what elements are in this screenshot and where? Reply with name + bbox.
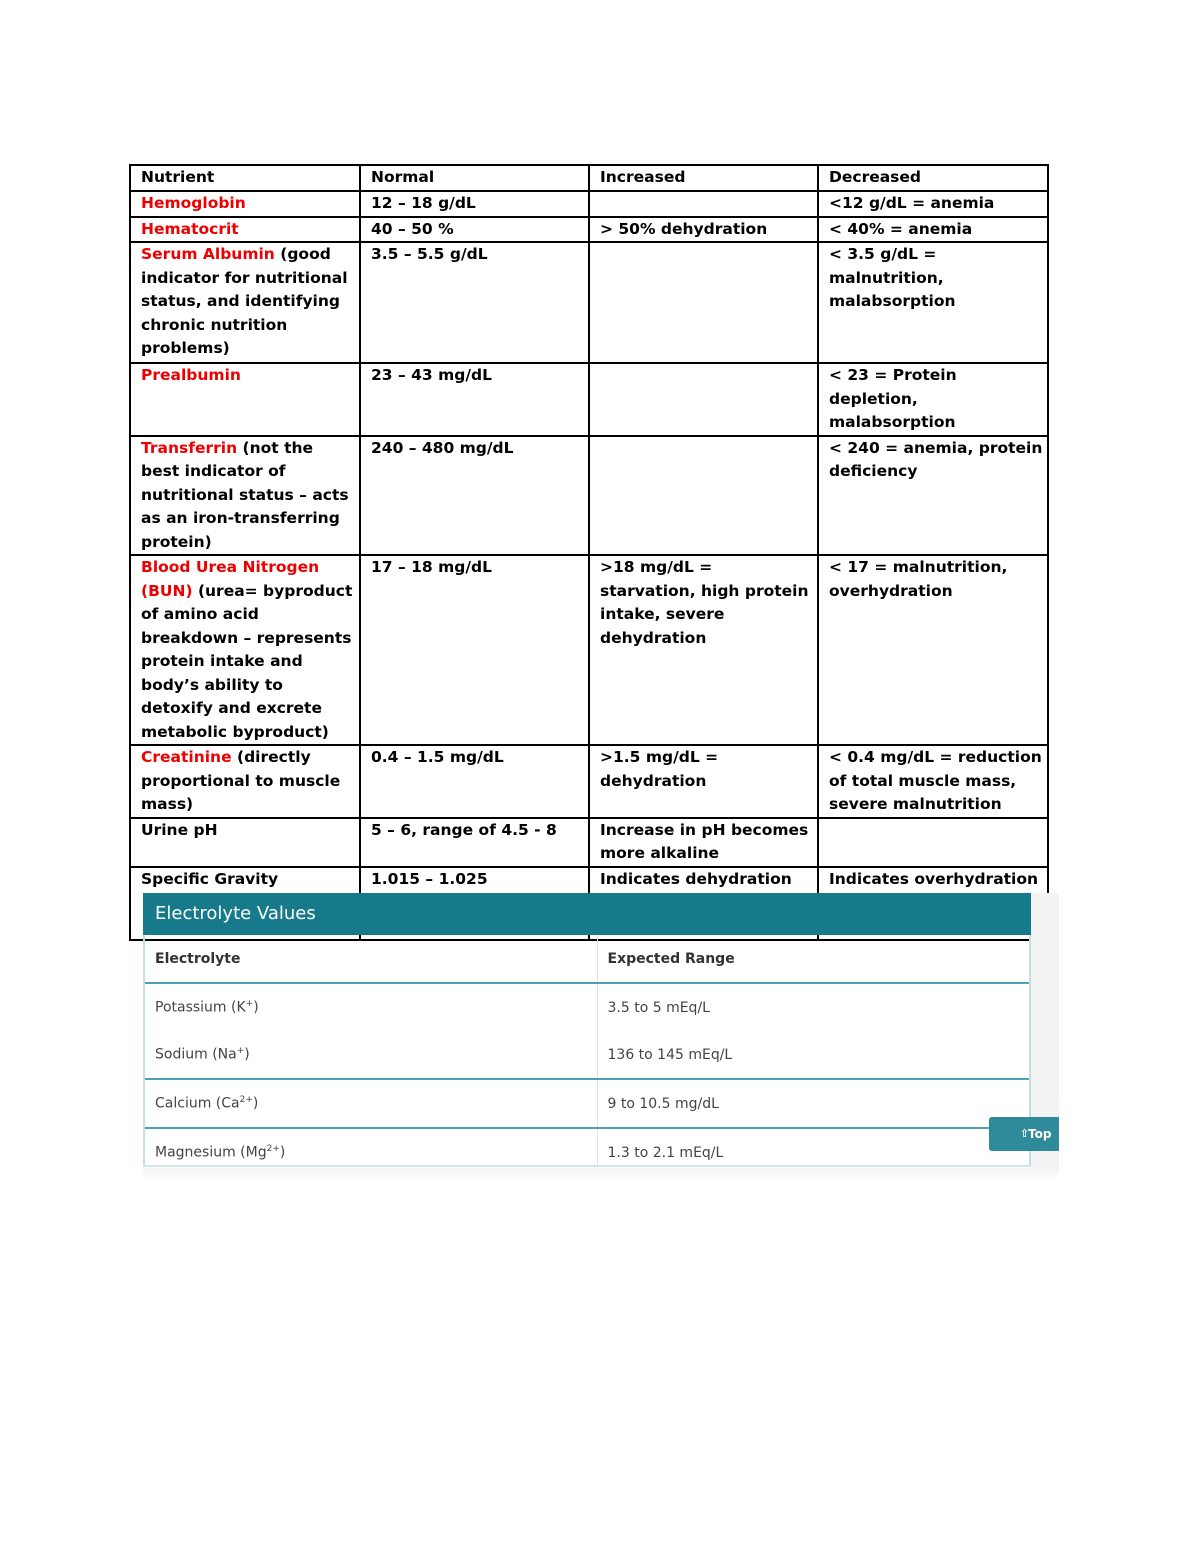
normal-cell: 1.015 – 1.025	[360, 867, 589, 940]
arrow-up-circle-icon: ⇧	[1020, 1127, 1030, 1140]
electrolyte-label: Sodium (Na	[155, 1046, 237, 1063]
nutrient-cell	[130, 217, 360, 243]
paren-close: )	[279, 1144, 286, 1161]
normal-cell: 12 – 18 g/dL	[360, 191, 589, 217]
table-row	[145, 1079, 1029, 1128]
nutrient-cell	[130, 363, 360, 436]
paren-close: )	[252, 1095, 259, 1112]
electrolyte-range: 3.5 to 5 mEq/L	[597, 983, 1029, 1031]
nutrient-note: (not the best indicator of nutritional status – acts as an iron-transferring protein)	[141, 438, 349, 551]
header-increased: Increased	[589, 165, 818, 191]
table-row	[130, 818, 1048, 867]
electrolyte-panel-title: Electrolyte Values	[143, 893, 1031, 935]
normal-cell: 5 – 6, range of 4.5 - 8	[360, 818, 589, 867]
electrolyte-label: Magnesium (Mg	[155, 1144, 267, 1161]
electrolyte-name	[145, 1079, 597, 1128]
electrolyte-range: 136 to 145 mEq/L	[597, 1031, 1029, 1079]
increased-cell: >18 mg/dL = starvation, high protein intake, severe dehydration	[589, 555, 818, 745]
back-to-top-label: Top	[1028, 1127, 1052, 1141]
header-nutrient: Nutrient	[130, 165, 360, 191]
electrolyte-range: 9 to 10.5 mg/dL	[597, 1079, 1029, 1128]
nutrient-cell	[130, 555, 360, 745]
nutrient-cell	[130, 436, 360, 556]
decreased-cell: < 17 = malnutrition, overhydration	[818, 555, 1048, 745]
decreased-cell: < 40% = anemia	[818, 217, 1048, 243]
normal-cell: 23 – 43 mg/dL	[360, 363, 589, 436]
increased-cell: Indicates dehydration	[589, 867, 818, 940]
electrolyte-panel	[143, 893, 1031, 1168]
electrolyte-table	[145, 935, 1029, 1176]
decreased-cell: < 240 = anemia, protein deficiency	[818, 436, 1048, 556]
nutrient-note: Specific Gravity	[141, 869, 279, 888]
nutrient-name: Serum Albumin	[141, 245, 275, 263]
electrolyte-range: 1.3 to 2.1 mEq/L	[597, 1128, 1029, 1176]
nutrient-cell	[130, 191, 360, 217]
nutrient-name: Prealbumin	[141, 366, 241, 384]
table-row	[130, 555, 1048, 745]
table-row	[130, 191, 1048, 217]
increased-cell: Increase in pH becomes more alkaline	[589, 818, 818, 867]
nutrient-note: (good indicator for nutritional status, and identifying chronic nutrition problems)	[141, 245, 348, 357]
decreased-cell: < 0.4 mg/dL = reduction of total muscle mass, severe malnutrition	[818, 745, 1048, 818]
table-row	[145, 1031, 1029, 1079]
normal-cell: 40 – 50 %	[360, 217, 589, 243]
header-decreased: Decreased	[818, 165, 1048, 191]
electrolyte-label: Potassium (K	[155, 999, 246, 1016]
electrolyte-name	[145, 983, 597, 1031]
nutrient-note: (directly proportional to muscle mass)	[141, 748, 341, 813]
paren-close: )	[253, 999, 259, 1016]
decreased-cell: <12 g/dL = anemia	[818, 191, 1048, 217]
nutrient-name: Hematocrit	[141, 219, 239, 238]
increased-cell	[589, 242, 818, 363]
ion-charge: +	[245, 999, 254, 1010]
nutrient-table	[129, 164, 1049, 941]
increased-cell	[589, 363, 818, 436]
electrolyte-name	[145, 1031, 597, 1079]
increased-cell	[589, 191, 818, 217]
normal-cell: 17 – 18 mg/dL	[360, 555, 589, 745]
decreased-cell: < 23 = Protein depletion, malabsorption	[818, 363, 1048, 436]
header-expected-range: Expected Range	[597, 935, 1029, 983]
normal-cell: 0.4 – 1.5 mg/dL	[360, 745, 589, 818]
panel-shadow	[143, 1168, 1059, 1180]
electrolyte-header-row	[145, 935, 1029, 983]
nutrient-name: Creatinine	[141, 748, 232, 766]
ion-charge: 2+	[239, 1095, 253, 1106]
increased-cell	[589, 436, 818, 556]
table-row	[130, 745, 1048, 818]
nutrient-cell	[130, 242, 360, 363]
table-row	[130, 363, 1048, 436]
nutrient-cell	[130, 818, 360, 867]
normal-cell: 3.5 – 5.5 g/dL	[360, 242, 589, 363]
table-row	[130, 242, 1048, 363]
nutrient-note: (urea= byproduct of amino acid breakdown – represents protein intake and body’s ability to detoxify and excrete metabolic byproduct)	[141, 581, 353, 741]
decreased-cell: Indicates overhydration	[818, 867, 1048, 940]
increased-cell: >1.5 mg/dL = dehydration	[589, 745, 818, 818]
decreased-cell: < 3.5 g/dL = malnutrition, malabsorption	[818, 242, 1048, 363]
normal-cell: 240 – 480 mg/dL	[360, 436, 589, 556]
paren-close: )	[244, 1046, 250, 1063]
header-electrolyte: Electrolyte	[145, 935, 597, 983]
ion-charge: +	[236, 1046, 245, 1057]
header-normal: Normal	[360, 165, 589, 191]
nutrient-cell	[130, 745, 360, 818]
increased-cell: > 50% dehydration	[589, 217, 818, 243]
nutrient-header-row	[130, 165, 1048, 191]
ion-charge: 2+	[266, 1144, 280, 1155]
table-row	[145, 983, 1029, 1031]
electrolyte-panel-body	[143, 935, 1031, 1167]
back-to-top-button[interactable]	[989, 1117, 1059, 1151]
nutrient-note: Urine pH	[141, 820, 218, 839]
nutrient-name: Transferrin	[141, 438, 238, 457]
nutrient-name: Hemoglobin	[141, 194, 246, 212]
electrolyte-label: Calcium (Ca	[155, 1095, 240, 1112]
table-row	[130, 436, 1048, 556]
decreased-cell	[818, 818, 1048, 867]
table-row	[130, 217, 1048, 243]
nutrient-name: Blood Urea Nitrogen (BUN)	[141, 558, 320, 600]
